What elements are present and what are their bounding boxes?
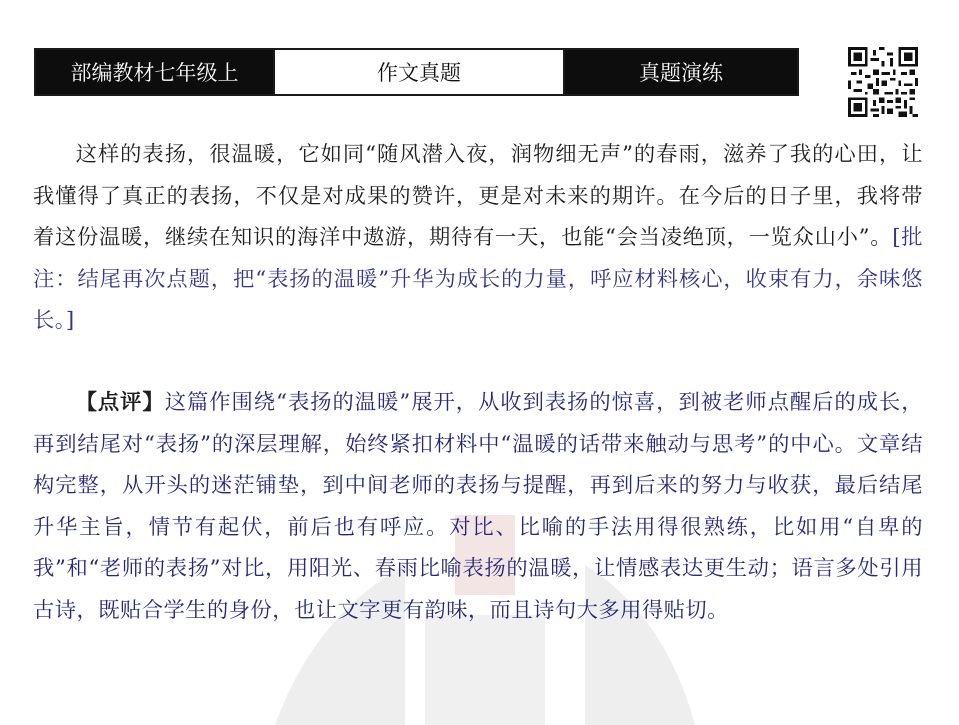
header-textbook-label: 部编教材七年级上 [36,50,273,94]
review-tag: 【点评】 [75,390,165,415]
essay-closing-paragraph [33,134,923,342]
qr-code-icon [848,47,918,117]
header-bar [34,48,799,96]
review-text: 这篇作围绕“表扬的温暖”展开，从收到表扬的惊喜，到被老师点醒后的成长，再到结尾对“表扬”的深层理解，始终紧扣材料中“温暖的话带来触动与思考”的中心。文章结构完整，从开头的迷茫铺垫，到中间老师的表扬与提醒，再到后来的努力与收获，最后结尾升华主旨，情节有起伏，前后也有呼应。对比、比喻的手法用得很熟练，比如用“自卑的我”和“老师的表扬”对比，用阳光、春雨比喻表扬的温暖，让情感表达更生动；语言多处引用古诗，既贴合学生的身份，也让文字更有韵味，而且诗句大多用得贴切。 [33,390,923,623]
header-practice-label: 真题演练 [565,50,797,94]
essay-main-text: 这样的表扬，很温暖，它如同“随风潜入夜，润物细无声”的春雨，滋养了我的心田，让我懂得了真正的表扬，不仅是对成果的赞许，更是对未来的期许。在今后的日子里，我将带着这份温暖，继续在知识的海洋中遨游，期待有一天，也能“会当凌绝顶，一览众山小”。 [33,142,923,250]
review-paragraph [33,382,923,631]
teacher-annotation: [批注：结尾再次点题，把“表扬的温暖”升华为成长的力量，呼应材料核心，收束有力，余味悠长。] [33,225,923,333]
header-section-label: 作文真题 [273,50,565,94]
